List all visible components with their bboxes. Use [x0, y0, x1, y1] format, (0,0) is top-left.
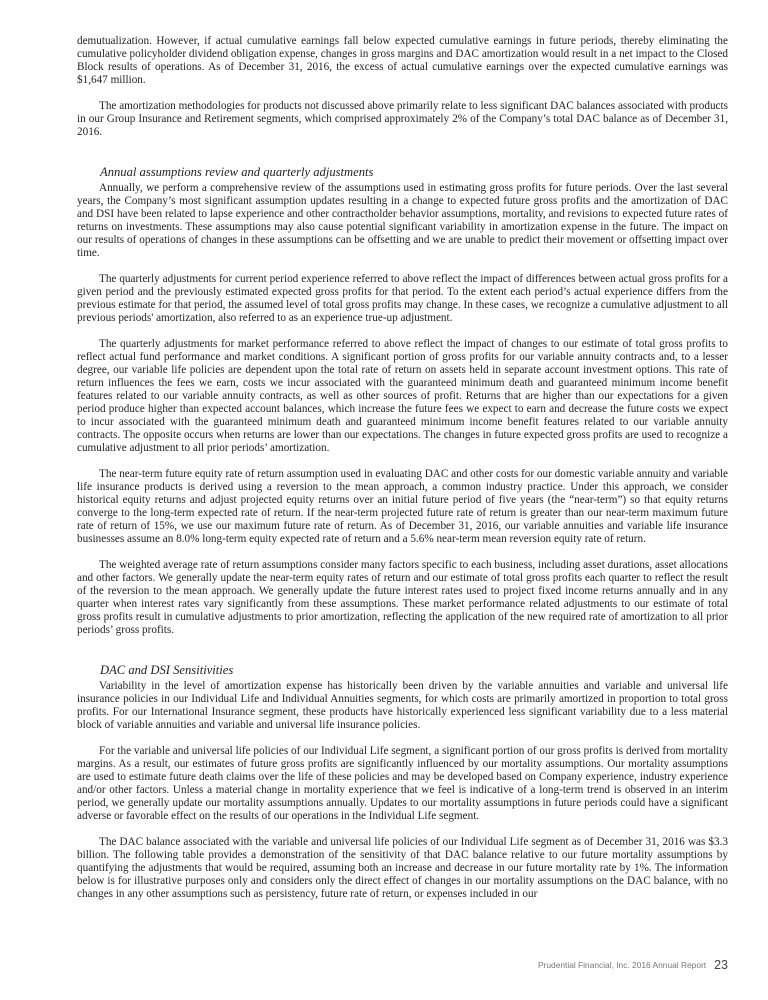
section-heading-dac-dsi-sensitivities: DAC and DSI Sensitivities: [100, 663, 234, 677]
paragraph-near-term-equity: The near-term future equity rate of return assumption used in evaluating DAC and other costs for our domestic variable annuity and variable life insurance products is derived using a reversion to the mean approach, a common industry practice. Under this approach, we consider historical equity returns and adjust projected equity returns over an initial future period of five years (the “near-term”) so that equity returns converge to the long-term expected rate of return. If the near-term projected future rate of return is greater than our near-term maximum future rate of return of 15%, we use our maximum future rate of return. As of December 31, 2016, our variable annuities and variable life insurance businesses assume an 8.0% long-term equity expected rate of return and a 5.6% near-term mean reversion equity rate of return.: [77, 468, 728, 545]
paragraph-annual-review: Annually, we perform a comprehensive review of the assumptions used in estimating gross profits for future periods. Over the last several years, the Company’s most significant assumption updates resulting in a change to expected future gross profits and the amortization of DAC and DSI have been related to lapse experience and other contractholder behavior assumptions, mortality, and revisions to expected future rates of returns on investments. These assumptions may also cause potential significant variability in amortization expense in the future. The impact on our results of operations of changes in these assumptions can be offsetting and we are unable to predict their movement or offsetting impact over time.: [77, 182, 728, 259]
paragraph-mortality-margins: For the variable and universal life policies of our Individual Life segment, a significant portion of our gross profits is derived from mortality margins. As a result, our estimates of future gross profits are significantly influenced by our mortality assumptions. Our mortality assumptions are used to estimate future death claims over the life of these policies and may be developed based on Company experience, industry experience and/or other factors. Unless a material change in mortality experience that we feel is indicative of a long-term trend is observed in an interim period, we generally update our mortality assumptions annually. Updates to our mortality assumptions in future periods could have a significant adverse or favorable effect on the results of our operations in the Individual Life segment.: [77, 745, 728, 822]
page-footer: [0, 958, 728, 972]
paragraph-amortization-methodologies: The amortization methodologies for products not discussed above primarily relate to less significant DAC balances associated with products in our Group Insurance and Retirement segments, which comprised approximately 2% of the Company’s total DAC balance as of December 31, 2016.: [77, 100, 728, 138]
paragraph-variability: Variability in the level of amortization expense has historically been driven by the variable annuities and variable and universal life insurance policies in our Individual Life and Individual Annuities segments, for which costs are primarily amortized in proportion to total gross profits. For our International Insurance segment, these products have historically experienced less significant variability due to a less material block of variable annuities and variable and universal life insurance policies.: [77, 680, 728, 731]
paragraph-closed-block: demutualization. However, if actual cumulative earnings fall below expected cumulative earnings in future periods, thereby eliminating the cumulative policyholder dividend obligation expense, changes in gross margins and DAC amortization would result in a net impact to the Closed Block results of operations. As of December 31, 2016, the excess of actual cumulative earnings over the expected cumulative earnings was $1,647 million.: [77, 35, 728, 86]
paragraph-current-period-experience: The quarterly adjustments for current period experience referred to above reflect the impact of differences between actual gross profits for a given period and the previously estimated expected gross profits for that period. To the extent each period’s actual experience differs from the previous estimate for that period, the assumed level of total gross profits may change. In these cases, we recognize a cumulative adjustment to all previous periods' amortization, also referred to as an experience true-up adjustment.: [77, 273, 728, 324]
document-page: [77, 0, 728, 901]
footer-report-title: Prudential Financial, Inc. 2016 Annual Report: [538, 960, 707, 970]
paragraph-market-performance: The quarterly adjustments for market performance referred to above reflect the impact of changes to our estimate of total gross profits to reflect actual fund performance and market conditions. A significant portion of gross profits for our variable annuity contracts and, to a lesser degree, our variable life policies are dependent upon the total rate of return on assets held in separate account investment options. This rate of return influences the fees we earn, costs we incur associated with the guaranteed minimum death and guaranteed minimum income benefit features related to our variable annuity contracts, as well as other sources of profit. Returns that are higher than our expectations for a given period produce higher than expected account balances, which increase the future fees we expect to earn and decrease the future costs we expect to incur associated with the guaranteed minimum death and guaranteed minimum income benefit features related to our variable annuity contracts. The opposite occurs when returns are lower than our expectations. The changes in future expected gross profits are used to recognize a cumulative adjustment to all prior periods’ amortization.: [77, 338, 728, 454]
paragraph-dac-balance: The DAC balance associated with the variable and universal life policies of our Individual Life segment as of December 31, 2016 was $3.3 billion. The following table provides a demonstration of the sensitivity of that DAC balance relative to our future mortality assumptions by quantifying the adjustments that would be required, assuming both an increase and decrease in our future mortality rate by 1%. The information below is for illustrative purposes only and considers only the direct effect of changes in our mortality assumptions on the DAC balance, with no changes in any other assumptions such as persistency, future rate of return, or expenses included in our: [77, 836, 728, 900]
section-heading-annual-assumptions: Annual assumptions review and quarterly adjustments: [100, 165, 374, 179]
page-number: 23: [714, 958, 728, 972]
paragraph-weighted-average: The weighted average rate of return assumptions consider many factors specific to each business, including asset durations, asset allocations and other factors. We generally update the near-term equity rates of return and our estimate of total gross profits each quarter to reflect the result of the reversion to the mean approach. We generally update the future interest rates used to project fixed income returns annually and in any quarter when interest rates vary significantly from these assumptions. These market performance related adjustments to our estimate of total gross profits result in cumulative adjustments to prior amortization, reflecting the application of the new required rate of amortization to all prior periods’ gross profits.: [77, 559, 728, 636]
